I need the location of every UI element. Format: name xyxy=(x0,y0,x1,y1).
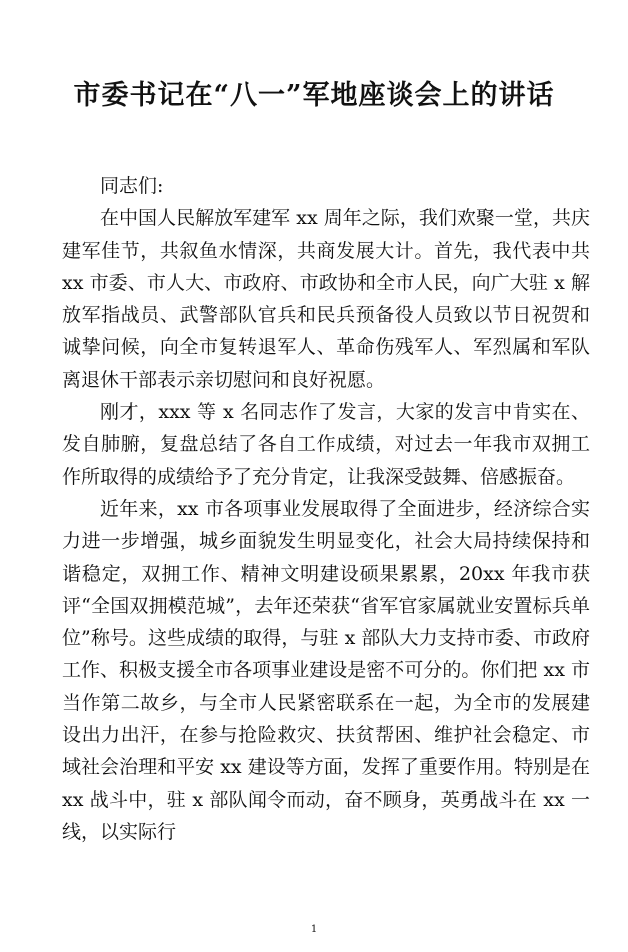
document-body xyxy=(62,170,590,848)
salutation: 同志们: xyxy=(100,175,164,197)
document-title: 市委书记在“八一”军地座谈会上的讲话 xyxy=(73,80,555,111)
paragraph-1: 在中国人民解放军建军 xx 周年之际，我们欢聚一堂，共庆建军佳节，共叙鱼水情深，共商发展大计。首先，我代表中共 xx 市委、市人大、市政府、市政协和全市人民，向广大驻 x 解放军指战员、武警部队官兵和民兵预备役人员致以节日祝贺和诚挚问候，向全市复转退军人、革命伤残军人、军烈属和军队离退休干部表示亲切慰问和良好祝愿。 xyxy=(62,207,590,391)
paragraph-2: 刚才，xxx 等 x 名同志作了发言，大家的发言中肯实在、发自肺腑，复盘总结了各自工作成绩，对过去一年我市双拥工作所取得的成绩给予了充分肯定，让我深受鼓舞、倍感振奋。 xyxy=(62,401,590,488)
paragraph-3: 近年来，xx 市各项事业发展取得了全面进步，经济综合实力进一步增强，城乡面貌发生明显变化，社会大局持续保持和谐稳定，双拥工作、精神文明建设硕果累累，20xx 年我市获评“全国双拥模范城”，去年还荣获“省军官家属就业安置标兵单位”称号。这些成绩的取得，与驻 x 部队大力支持市委、市政府工作、积极支援全市各项事业建设是密不可分的。你们把 xx 市当作第二故乡，与全市人民紧密联系在一起，为全市的发展建设出力出汗，在参与抢险救灾、扶贫帮困、维护社会稳定、市域社会治理和平安 xx 建设等方面，发挥了重要作用。特别是在 xx 战斗中，驻 x 部队闻令而动，奋不顾身，英勇战斗在 xx 一线，以实际行 xyxy=(62,497,590,843)
page-number: 1 xyxy=(310,924,318,935)
